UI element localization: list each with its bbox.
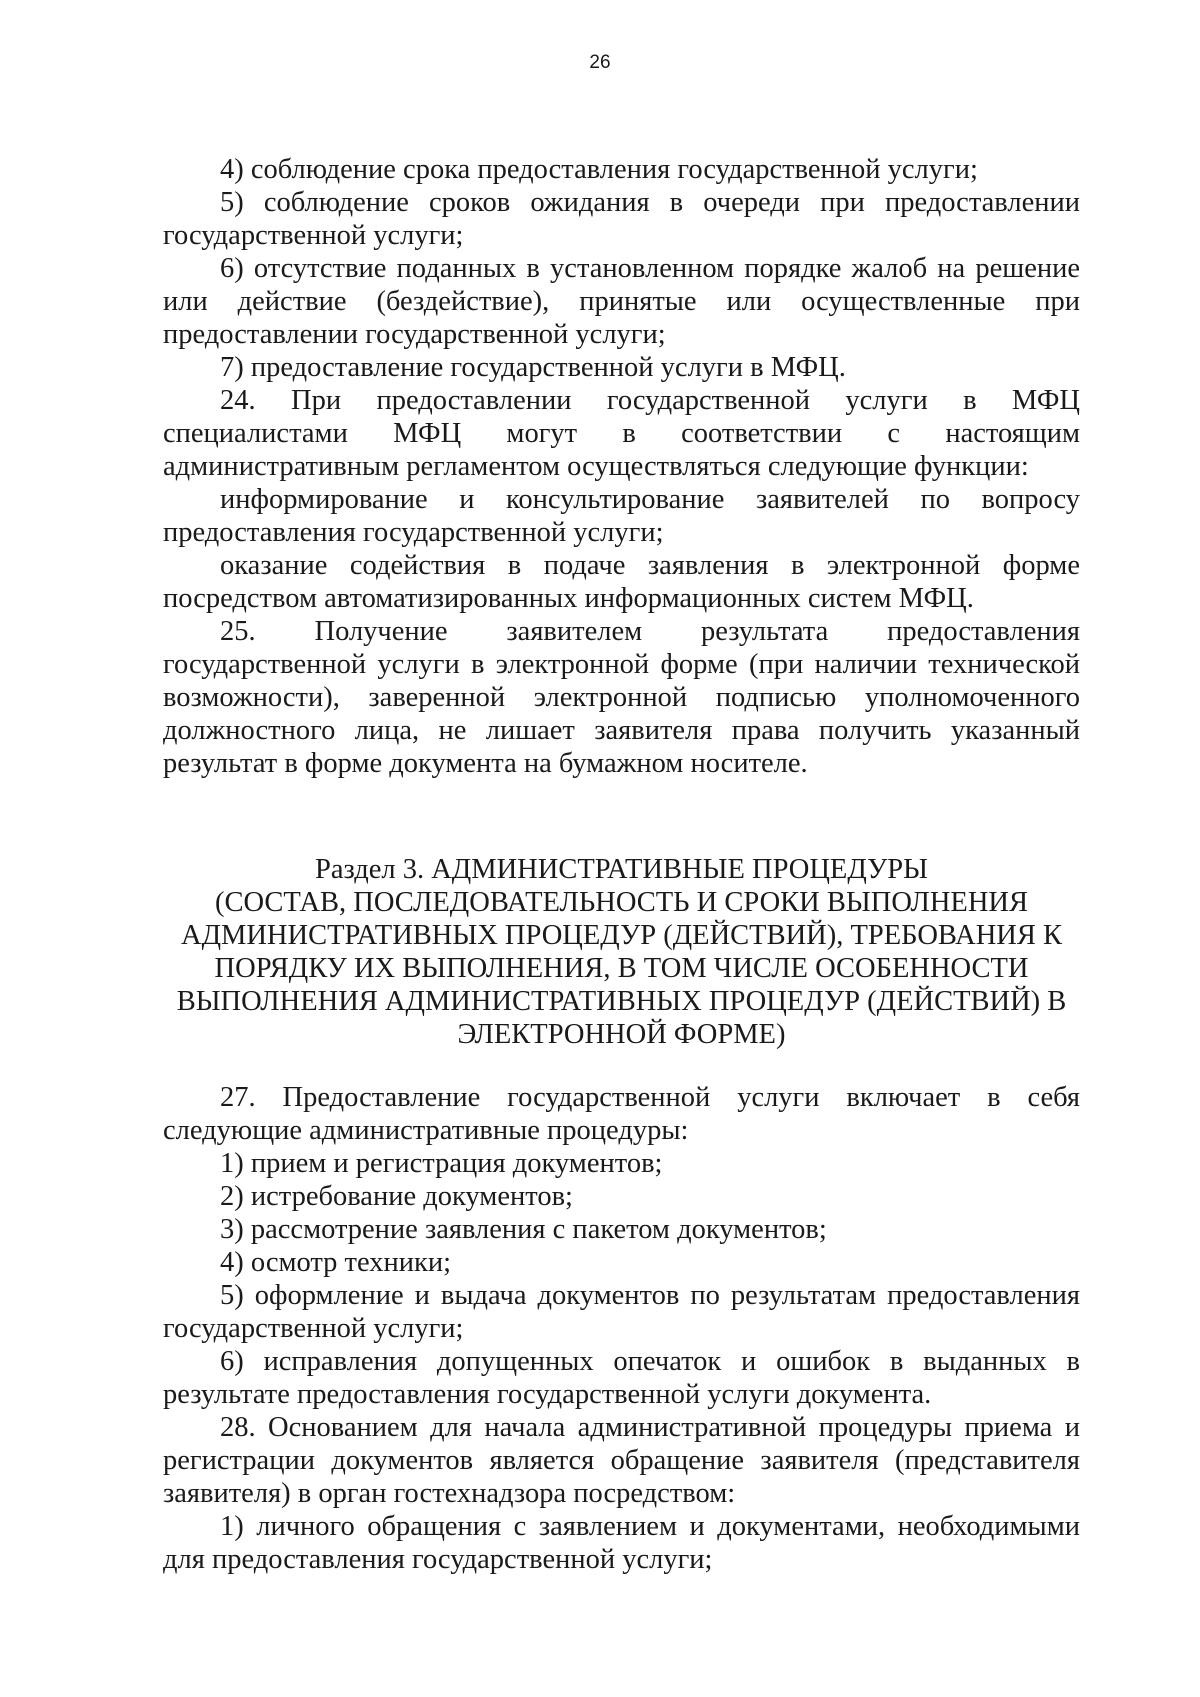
paragraph-procedure-2: 2) истребование документов; (220, 1181, 573, 1212)
document-body (163, 153, 1080, 1576)
paragraph-procedure-6: 6) исправления допущенных опечаток и ошибок в выданных в результате предоставления государственной услуги документа. (163, 1346, 1080, 1410)
paragraph-procedure-1: 1) прием и регистрация документов; (220, 1148, 663, 1179)
section-heading (163, 853, 1080, 1051)
section-heading-line: ВЫПОЛНЕНИЯ АДМИНИСТРАТИВНЫХ ПРОЦЕДУР (ДЕЙСТВИЙ) В (176, 986, 1067, 1017)
paragraph-item-4: 4) соблюдение срока предоставления государственной услуги; (220, 154, 978, 185)
paragraph-function-assistance: оказание содействия в подаче заявления в электронной форме посредством автоматизированных информационных систем МФЦ. (163, 550, 1080, 614)
paragraph-basis-1: 1) личного обращения с заявлением и документами, необходимыми для предоставления государственной услуги; (163, 1511, 1080, 1575)
paragraph-clause-27: 27. Предоставление государственной услуги включает в себя следующие административные процедуры: (163, 1082, 1080, 1146)
paragraph-procedure-4: 4) осмотр техники; (220, 1247, 452, 1278)
paragraph-item-7: 7) предоставление государственной услуги в МФЦ. (220, 352, 846, 383)
section-heading-line: Раздел 3. АДМИНИСТРАТИВНЫЕ ПРОЦЕДУРЫ (314, 854, 929, 885)
page-number: 26 (589, 52, 611, 73)
paragraph-clause-28: 28. Основанием для начала административной процедуры приема и регистрации документов является обращение заявителя (представителя заявителя) в орган гостехнадзора посредством: (163, 1412, 1080, 1509)
section-heading-line: ПОРЯДКУ ИХ ВЫПОЛНЕНИЯ, В ТОМ ЧИСЛЕ ОСОБЕННОСТИ (214, 953, 1029, 984)
section-heading-line: (СОСТАВ, ПОСЛЕДОВАТЕЛЬНОСТЬ И СРОКИ ВЫПОЛНЕНИЯ (214, 887, 1028, 918)
paragraph-item-5: 5) соблюдение сроков ожидания в очереди при предоставлении государственной услуги; (163, 187, 1080, 251)
section-heading-line: АДМИНИСТРАТИВНЫХ ПРОЦЕДУР (ДЕЙСТВИЙ), ТРЕБОВАНИЯ К (180, 920, 1063, 951)
section-heading-line: ЭЛЕКТРОННОЙ ФОРМЕ) (457, 1019, 786, 1050)
paragraph-clause-25: 25. Получение заявителем результата предоставления государственной услуги в электронной форме (при наличии технической возможности), заверенной электронной подписью уполномоченного должностного лица, не лишает заявителя права получить указанный результат в форме документа на бумажном носителе. (163, 616, 1080, 779)
paragraph-clause-24: 24. При предоставлении государственной услуги в МФЦ специалистами МФЦ могут в соответствии с настоящим административным регламентом осуществляться следующие функции: (163, 385, 1080, 482)
paragraph-item-6: 6) отсутствие поданных в установленном порядке жалоб на решение или действие (бездействие), принятые или осуществленные при предоставлении государственной услуги; (163, 253, 1080, 350)
paragraph-procedure-5: 5) оформление и выдача документов по результатам предоставления государственной услуги; (163, 1280, 1080, 1344)
paragraph-function-informing: информирование и консультирование заявителей по вопросу предоставления государственной услуги; (163, 484, 1080, 548)
spacer (163, 1051, 1080, 1081)
paragraph-procedure-3: 3) рассмотрение заявления с пакетом документов; (220, 1214, 827, 1245)
